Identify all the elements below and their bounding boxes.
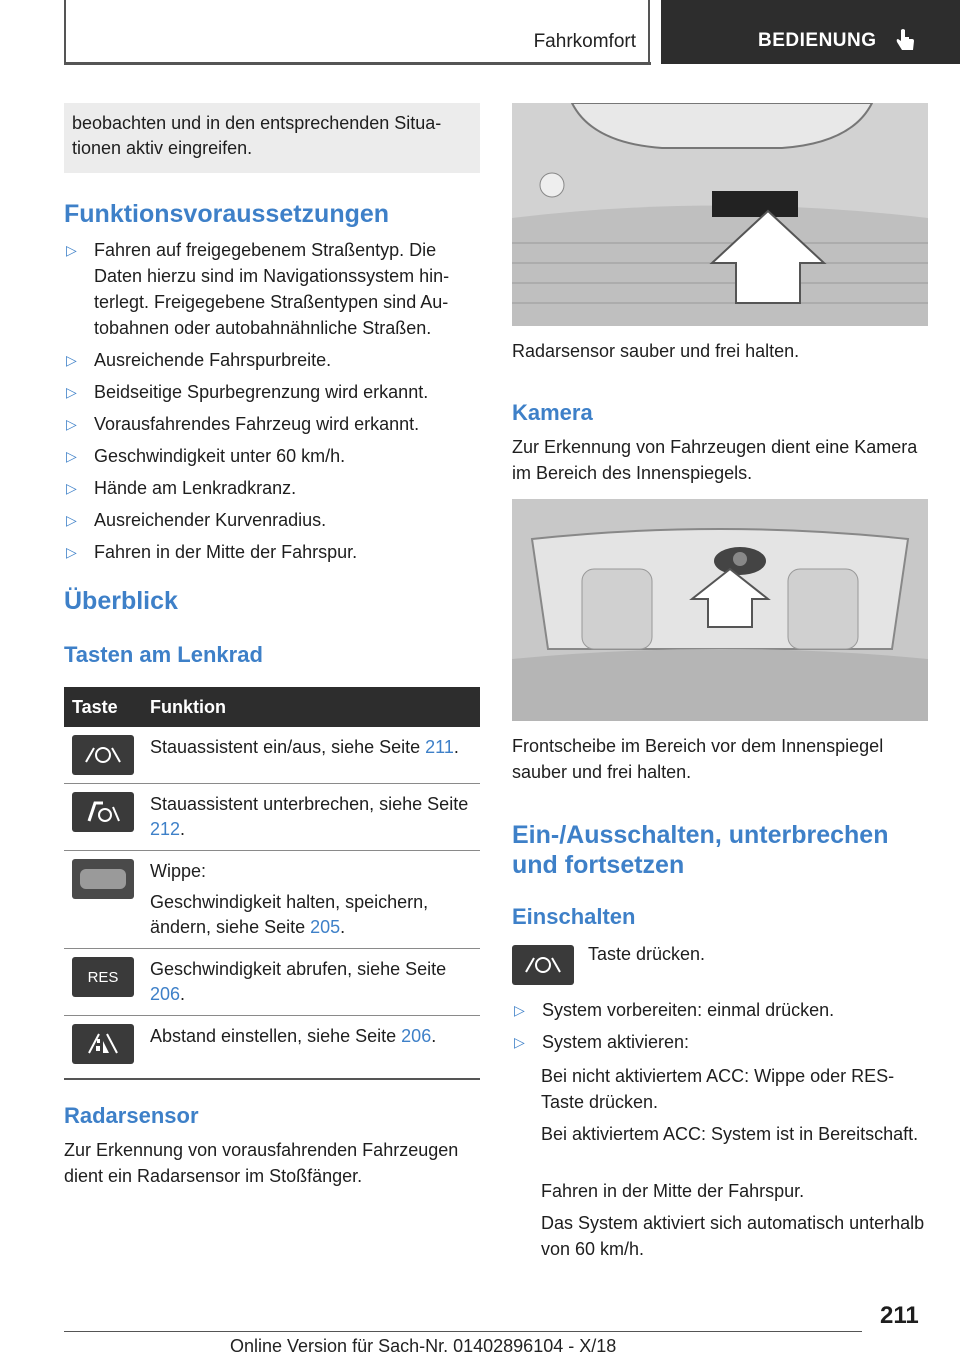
radar-text: Zur Erkennung von vorausfahrenden Fahrzeugen dient ein Radarsensor im Stoßfänger. xyxy=(64,1140,459,1186)
chapter-tab[interactable] xyxy=(661,0,960,64)
requirements-heading: Funktionsvoraussetzungen xyxy=(64,200,390,228)
onoff-list xyxy=(512,997,928,1055)
triangle-bullet-icon: ▷ xyxy=(66,352,77,368)
table-cell: Abstand einstellen, siehe Seite 206. xyxy=(142,1016,480,1080)
press-instruction: Taste drücken. xyxy=(588,944,706,964)
steering-assist-button[interactable] xyxy=(512,945,574,985)
camera-heading: Kamera xyxy=(512,400,593,425)
list-item: ▷ System aktivieren: xyxy=(512,1029,928,1055)
list-item: ▷ Beidseitige Spurbegrenzung wird erkannt. xyxy=(64,379,480,405)
page-link[interactable]: 206 xyxy=(401,1026,432,1046)
triangle-bullet-icon: ▷ xyxy=(66,480,77,496)
hand-pointer-icon xyxy=(893,28,917,54)
intro-box xyxy=(64,103,480,173)
instruction-paragraph: Fahren in der Mitte der Fahrspur. xyxy=(541,1181,805,1201)
distance-icon xyxy=(72,1024,134,1064)
table-cell: Stauassistent unterbrechen, siehe Seite 212. xyxy=(142,784,480,851)
intro-text: beobachten und in den entsprechenden Situationen aktiv eingreifen. xyxy=(72,113,442,158)
radar-heading: Radarsensor xyxy=(64,1103,199,1128)
list-item: ▷ Fahren auf freigegebenem Straßentyp. Die Daten hierzu sind im Navigationssystem hinterlegt. Freigegebene Straßentypen sind Autobahnen oder autobahnähnliche Straßen. xyxy=(64,237,480,341)
steering-assist-icon xyxy=(72,735,134,775)
switch-on-subheading: Einschalten xyxy=(512,904,636,929)
triangle-bullet-icon: ▷ xyxy=(66,416,77,432)
list-item: ▷ Hände am Lenkradkranz. xyxy=(64,475,480,501)
table-row xyxy=(64,949,480,1016)
table-cell: Wippe: Geschwindigkeit halten, speichern, ändern, siehe Seite 205. xyxy=(142,851,480,949)
overview-heading: Überblick xyxy=(64,587,178,615)
table-header-row xyxy=(64,687,480,727)
table-row xyxy=(64,784,480,851)
header-rule xyxy=(64,62,651,65)
section-title: Fahrkomfort xyxy=(533,31,636,52)
page-link[interactable]: 205 xyxy=(310,917,341,937)
radar-caption: Radarsensor sauber und frei halten. xyxy=(512,341,800,361)
table-row xyxy=(64,851,480,949)
table-cell: Stauassistent ein/aus, siehe Seite 211. xyxy=(142,727,480,784)
triangle-bullet-icon: ▷ xyxy=(66,384,77,400)
steering-assist-pause-icon xyxy=(72,792,134,832)
keys-table xyxy=(64,687,480,1080)
camera-caption: Frontscheibe im Bereich vor dem Innenspiegel sauber und frei halten. xyxy=(512,736,884,782)
camera-text: Zur Erkennung von Fahrzeugen dient eine Kamera im Bereich des Innenspiegels. xyxy=(512,437,918,483)
triangle-bullet-icon: ▷ xyxy=(514,1034,525,1050)
requirements-list xyxy=(64,237,480,565)
column-header: Funktion xyxy=(142,687,480,727)
page-link[interactable]: 206 xyxy=(150,984,181,1004)
triangle-bullet-icon: ▷ xyxy=(66,544,77,560)
instruction-paragraph: Bei nicht aktiviertem ACC: Wippe oder RES-Taste drücken. xyxy=(541,1066,895,1112)
page-link[interactable]: 211 xyxy=(425,737,454,757)
page-link[interactable]: 212 xyxy=(150,819,181,839)
footer-text: Online Version für Sach-Nr. 01402896104 - X/18 xyxy=(230,1336,617,1356)
rocker-switch-icon xyxy=(72,859,134,899)
triangle-bullet-icon: ▷ xyxy=(66,242,77,258)
table-row xyxy=(64,727,480,784)
column-header: Taste xyxy=(64,687,142,727)
keys-subheading: Tasten am Lenkrad xyxy=(64,642,263,667)
list-item: ▷ Ausreichender Kurvenradius. xyxy=(64,507,480,533)
triangle-bullet-icon: ▷ xyxy=(66,512,77,528)
instruction-paragraph: Bei aktiviertem ACC: System ist in Bereitschaft. xyxy=(541,1124,919,1144)
res-key-icon: RES xyxy=(72,957,134,997)
chapter-tab-label: BEDIENUNG xyxy=(758,30,877,51)
table-cell: Geschwindigkeit abrufen, siehe Seite 206. xyxy=(142,949,480,1016)
triangle-bullet-icon: ▷ xyxy=(514,1002,525,1018)
list-item: ▷ Vorausfahrendes Fahrzeug wird erkannt. xyxy=(64,411,480,437)
table-row xyxy=(64,1016,480,1080)
triangle-bullet-icon: ▷ xyxy=(66,448,77,464)
instruction-paragraph: Das System aktiviert sich automatisch unterhalb von 60 km/h. xyxy=(541,1213,925,1259)
camera-image xyxy=(512,499,928,721)
list-item: ▷ Geschwindigkeit unter 60 km/h. xyxy=(64,443,480,469)
list-item: ▷ Fahren in der Mitte der Fahrspur. xyxy=(64,539,480,565)
radar-sensor-image xyxy=(512,103,928,326)
onoff-heading: Ein-/Ausschalten, unterbrechen und fortsetzen xyxy=(512,821,889,879)
footer-rule xyxy=(64,1331,862,1332)
page-number: 211 xyxy=(880,1302,919,1329)
list-item: ▷ Ausreichende Fahrspurbreite. xyxy=(64,347,480,373)
list-item: ▷ System vorbereiten: einmal drücken. xyxy=(512,997,928,1023)
